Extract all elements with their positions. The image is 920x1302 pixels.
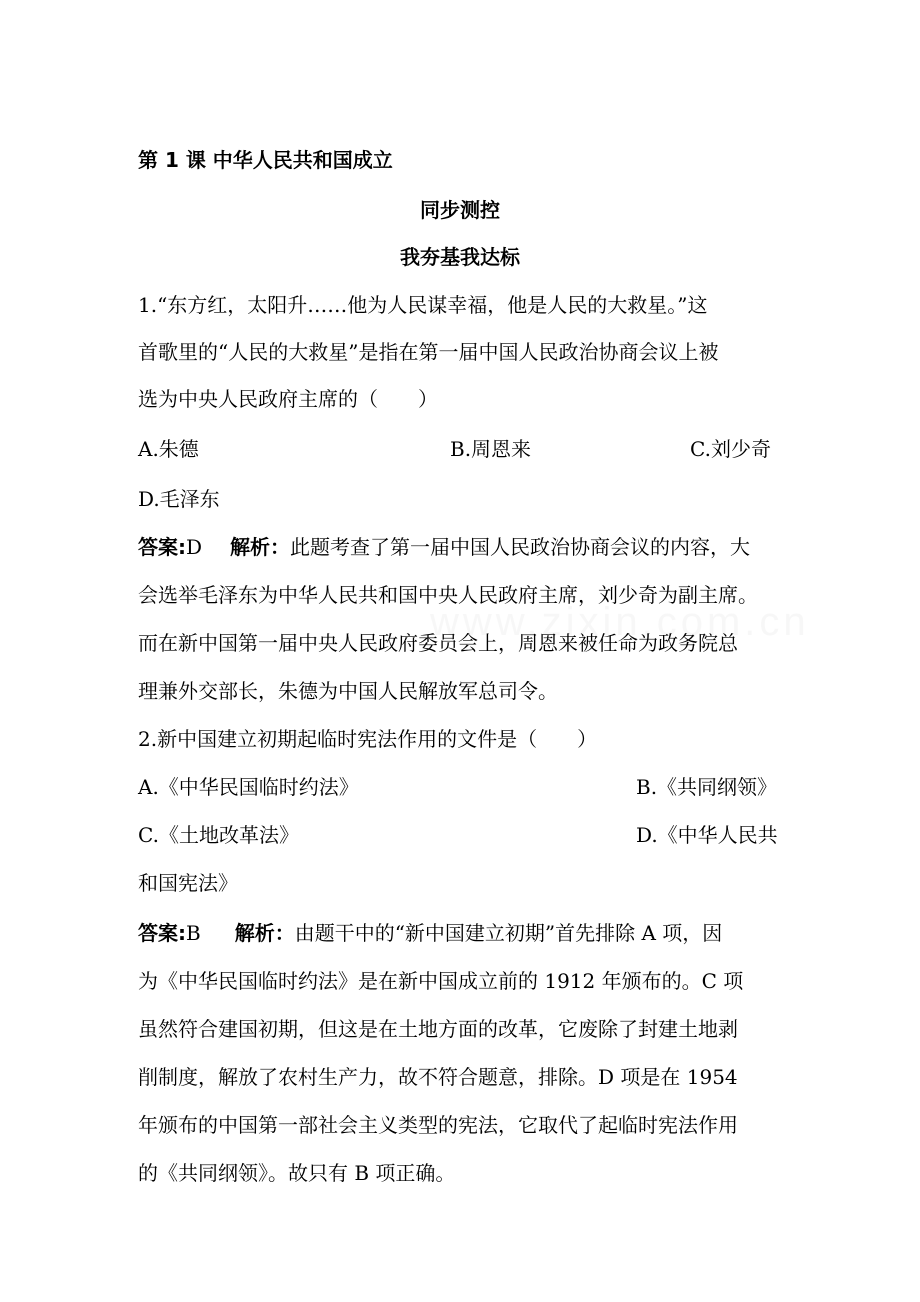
question-2-analysis-line-6: 的《共同纲领》。故只有 B 项正确。 [138,1161,456,1185]
question-1-line-3: 选为中央人民政府主席的（ ） [138,387,438,411]
question-2-line-1: 2.新中国建立初期起临时宪法作用的文件是（ ） [138,727,598,751]
lesson-title: 第 1 课 中华人民共和国成立 [138,148,393,172]
question-1-option-a: A.朱德 [138,437,199,461]
question-1-analysis-line-3: 而在新中国第一届中央人民政府委员会上，周恩来被任命为政务院总 [138,631,738,655]
question-2-option-c: C.《土地改革法》 [138,823,299,847]
question-2-analysis-line-3: 虽然符合建国初期，但这是在土地方面的改革，它废除了封建土地剥 [138,1017,738,1041]
answer-value: D [186,535,203,559]
question-1-line-1: 1.“东方红，太阳升……他为人民谋幸福，他是人民的大救星。”这 [138,293,708,317]
question-2-analysis-line-4: 削制度，解放了农村生产力，故不符合题意，排除。D 项是在 1954 [138,1065,738,1089]
subsection-heading: 我夯基我达标 [400,245,520,269]
answer-value: B [186,921,201,945]
question-2-analysis-line-2: 为《中华民国临时约法》是在新中国成立前的 1912 年颁布的。C 项 [138,969,744,993]
question-1-analysis-line-2: 会选举毛泽东为中华人民共和国中央人民政府主席，刘少奇为副主席。 [138,583,758,607]
question-1-line-2: 首歌里的“人民的大救星”是指在第一届中国人民政治协商会议上被 [138,340,719,364]
question-2-option-d-continued: 和国宪法》 [138,871,238,895]
question-2-answer [138,921,722,945]
analysis-label: 解析： [234,921,295,945]
answer-label: 答案: [138,535,186,559]
question-2-option-b: B.《共同纲领》 [636,775,778,799]
watermark: www.zixin.com.cn [430,600,810,644]
question-1-analysis-line-4: 理兼外交部长，朱德为中国人民解放军总司令。 [138,679,558,703]
question-2-analysis-line-5: 年颁布的中国第一部社会主义类型的宪法，它取代了起临时宪法作用 [138,1113,738,1137]
question-1-option-d: D.毛泽东 [138,487,220,511]
analysis-label: 解析： [230,535,291,559]
question-2-option-a: A.《中华民国临时约法》 [138,775,359,799]
question-2-option-d: D.《中华人民共 [636,823,778,847]
question-1-option-b: B.周恩来 [450,437,532,461]
question-1-answer [138,535,750,559]
analysis-text: 此题考查了第一届中国人民政治协商会议的内容，大 [290,535,751,559]
question-1-option-c: C.刘少奇 [690,437,771,461]
section-heading: 同步测控 [420,198,500,222]
analysis-text: 由题干中的“新中国建立初期”首先排除 A 项，因 [294,921,723,945]
answer-label: 答案: [138,921,186,945]
